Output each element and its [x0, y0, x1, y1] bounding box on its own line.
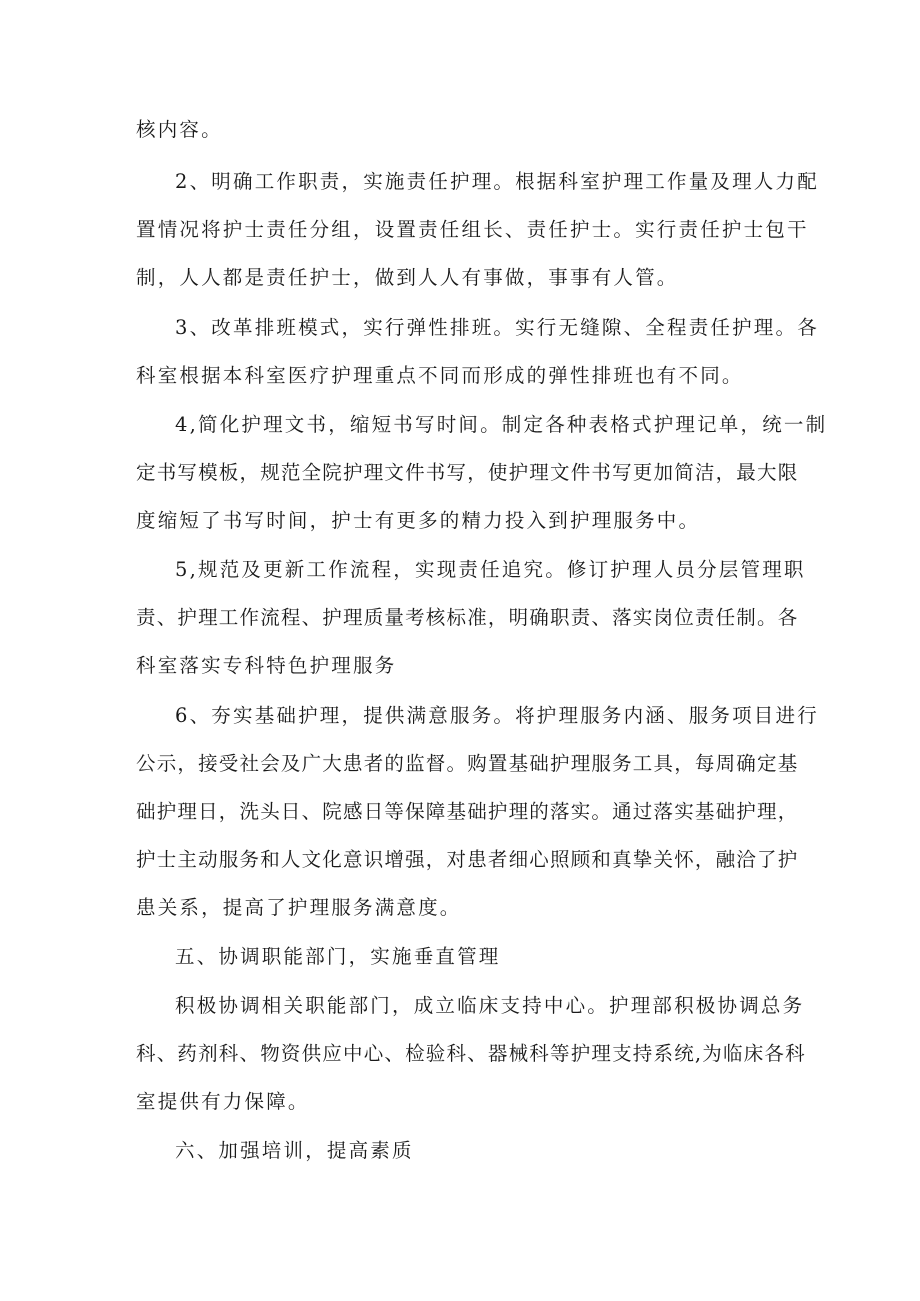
- text-line: 制，人人都是责任护士，做到人人有事做，事事有人管。: [136, 266, 679, 289]
- text-line: 患关系，提高了护理服务满意度。: [136, 896, 462, 919]
- text-line: 责、护理工作流程、护理质量考核标准，明确职责、落实岗位责任制。各: [136, 606, 799, 629]
- paragraph-3-line: 3、改革排班模式，实行弹性排班。实行无缝隙、全程责任护理。各: [175, 316, 819, 339]
- text-line: 公示，接受社会及广大患者的监督。购置基础护理服务工具，每周确定基: [136, 752, 799, 775]
- section-heading-6: 六、加强培训，提高素质: [175, 1139, 414, 1162]
- text-line: 度缩短了书写时间，护士有更多的精力投入到护理服务中。: [136, 509, 701, 532]
- text-line: 核内容。: [136, 118, 223, 141]
- paragraph-4-line: 4,简化护理文书，缩短书写时间。制定各种表格式护理记单，统一制: [175, 413, 828, 436]
- paragraph-2-line: 2、明确工作职责，实施责任护理。根据科室护理工作量及理人力配: [175, 170, 819, 193]
- paragraph-6-line: 6、夯实基础护理，提供满意服务。将护理服务内涵、服务项目进行: [175, 704, 819, 727]
- section-heading-5: 五、协调职能部门，实施垂直管理: [175, 945, 501, 968]
- text-line: 定书写模板，规范全院护理文件书写，使护理文件书写更加简洁，最大限: [136, 461, 799, 484]
- paragraph-5-body-line: 积极协调相关职能部门，成立临床支持中心。护理部积极协调总务: [175, 994, 805, 1017]
- paragraph-5-line: 5,规范及更新工作流程，实现责任追究。修订护理人员分层管理职: [175, 558, 806, 581]
- text-line: 科室落实专科特色护理服务: [136, 654, 397, 677]
- text-line: 础护理日，洗头日、院感日等保障基础护理的落实。通过落实基础护理，: [136, 800, 799, 823]
- text-line: 置情况将护士责任分组，设置责任组长、责任护士。实行责任护士包干: [136, 218, 809, 241]
- text-line: 护士主动服务和人文化意识增强，对患者细心照顾和真挚关怀，融洽了护: [136, 848, 799, 871]
- text-line: 科室根据本科室医疗护理重点不同而形成的弹性排班也有不同。: [136, 364, 744, 387]
- text-line: 科、药剂科、物资供应中心、检验科、器械科等护理支持系统,为临床各科: [136, 1042, 806, 1065]
- text-line: 室提供有力保障。: [136, 1090, 310, 1113]
